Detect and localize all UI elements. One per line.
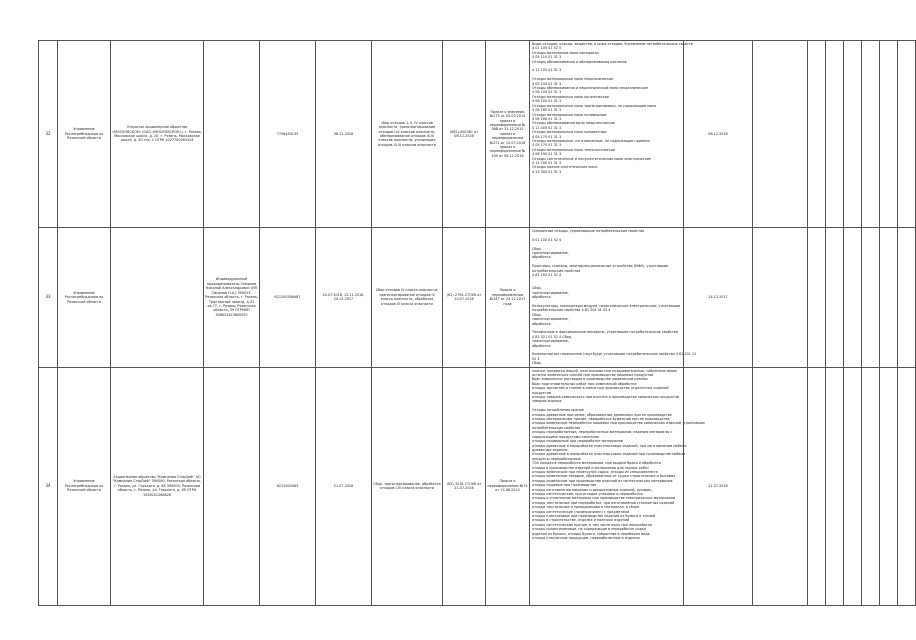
- activity-line: Компьютерные переносные (ноутбуки) утратившие потребительские свойства 4 81 201 11: [532, 352, 697, 357]
- activity-line: отходы древесные при резке, образованные древесины при ее производстве: [532, 412, 672, 417]
- activity-line: содержащими продуктами сжигания: [532, 434, 600, 439]
- activity-line: 4 01 100 01 52 5: [532, 46, 562, 51]
- place-cell: [204, 41, 260, 228]
- activity-line: Отходы материальные мало полимерные: [532, 112, 607, 117]
- activity-line: 4 13 400 01 31 3: [532, 125, 562, 130]
- activity-line: Отходы материальные мало неорганические: [532, 77, 614, 82]
- empty-cell: [862, 367, 880, 605]
- decision-cell: (62)-3278-СТОУБ от 21.07.2016: [443, 367, 486, 605]
- activity-line: отходы полимерные при переработке материалов: [532, 439, 623, 444]
- activity-line: древесные изделия: [532, 447, 568, 452]
- date-cell: 06.12.2016: [316, 41, 372, 228]
- empty-cell: [808, 41, 826, 228]
- empty-cell: [880, 228, 898, 368]
- activity-line: Отходы материалов мало материала: [532, 50, 599, 55]
- activity-line: отходы химические при производстве изделий из синтетических материалов: [532, 478, 673, 483]
- activity-line: Отходы обезвоживания мало неорганические: [532, 121, 615, 126]
- activity-line: Принтеры, сканеры, многофункциональные устройства (МФУ), утратившие: [532, 264, 669, 269]
- activity-line: отходы пищевые при производстве: [532, 483, 597, 488]
- activity-line: отходы пластиковые при производстве изделий из бумаги и тканей: [532, 514, 656, 518]
- date-cell: 20.07.2016, 12.11.2016, 24.12.2017: [316, 228, 372, 368]
- activity-line: обработка: [532, 321, 551, 326]
- activity-line: отходы синтетические (полипропилен) с предметами: [532, 509, 630, 514]
- activity-line: отходы химические твердые, образованные от сушки строительных и бытовых: [532, 474, 676, 479]
- activity-line: 4 06 160 01 31 3: [532, 108, 562, 113]
- extra-cell: [753, 367, 808, 605]
- empty-cell: [862, 41, 880, 228]
- activity-line: отходы материальные прочие, переработка бумажной при ее производстве: [532, 417, 670, 422]
- empty-cell: [898, 228, 916, 368]
- reason-cell: Сбор отходов IV класса опасности, транспортирование отходов IV класса опасности, обработка отходов IV класса опасности: [372, 228, 443, 368]
- registry-table: [38, 40, 916, 606]
- activity-line: 4 05 170 01 31 3: [532, 134, 562, 139]
- activities-cell: [530, 41, 693, 228]
- activity-line: транспортирование,: [532, 317, 569, 322]
- activity-line: отходы переработанные, переработанных материалов, изделия материалы с: [532, 430, 673, 435]
- empty-cell: [898, 41, 916, 228]
- inn-cell: 7706454135: [260, 41, 316, 228]
- empty-cell: [826, 228, 844, 368]
- activity-line: продукты переработанные: [532, 456, 581, 461]
- activity-line: 4 05 100 01 31 3: [532, 81, 562, 86]
- end-date-cell: 06.12.2016: [684, 41, 753, 228]
- row-number: 33: [39, 228, 58, 368]
- activity-line: отходы и уплотнение материала при производстве электрических материалов: [532, 496, 675, 501]
- activity-line: Отходы прочие синтетические мало: [532, 165, 598, 170]
- activity-line: 4 06 100 01 31 3: [532, 90, 562, 95]
- activity-line: отходы химические при перегрузке сырья, отходы из спецкомплекта: [532, 469, 658, 474]
- activities-cell: [530, 367, 705, 605]
- activity-line: отходы стеклянные продукции, переработанные в изделия: [532, 536, 640, 541]
- activity-line: товаров жирных: [532, 399, 562, 404]
- row-number: 34: [39, 367, 58, 605]
- name-address-cell: [111, 228, 204, 368]
- authority-cell: Управление Роспотребнадзора по Рязанской области: [58, 41, 111, 228]
- extra-cell: [753, 41, 808, 228]
- activity-line: отходы в производстве изделий и материалов для горных работ: [532, 465, 649, 470]
- decision-cell: (062)-000381 от 06.12.2016: [443, 41, 486, 228]
- result-cell: Приказ о переоформлении №75 от 15.08.2015: [486, 367, 530, 605]
- activity-line: отходы древесные в переработке пластмассовых изделий при производстве мебели: [532, 452, 686, 457]
- activity-line: транспортирование,: [532, 339, 569, 344]
- empty-cell: [844, 228, 862, 368]
- empty-cell: [898, 367, 916, 605]
- activity-line: Виды отходов, отходы, вещества, и иных отходов, Управление потребительских свойств: [532, 42, 693, 46]
- activity-line: Сбор,: [532, 312, 542, 317]
- activity-line: 4 05 170 01 31 3: [532, 143, 562, 148]
- empty-cell: [808, 367, 826, 605]
- activity-line: Отходы материальные мало предметные: [532, 130, 607, 135]
- activity-line: Телефонные и факсимильные аппараты, утратившие потребительские свойства: [532, 330, 678, 335]
- activities-cell: [530, 228, 697, 368]
- table-row: [39, 367, 916, 605]
- empty-cell: [844, 367, 862, 605]
- activity-line: изделия из бумаги, отходы бумаги, собранные в нерабочем виде: [532, 531, 650, 536]
- activity-line: 4 06 166 01 31 3: [532, 116, 562, 121]
- activity-line: 52 4: [532, 356, 540, 361]
- result-cell: Приказ о переоформлении №347 от 24.12.2017 года: [486, 228, 530, 368]
- activity-line: Отходы синтетические и полусинтетические мало электрические: [532, 156, 652, 161]
- activity-line: брак химических растворов в производстве химической резины: [532, 377, 648, 382]
- activity-line: 4 13 100 01 31 3: [532, 68, 562, 73]
- table-row: [39, 228, 916, 368]
- activity-line: 4 05 110 01 31 3: [532, 55, 562, 60]
- activity-line: продуктов: [532, 390, 551, 395]
- activity-line: Сбор,: [532, 361, 542, 366]
- inn-cell: 621200356487: [260, 228, 316, 368]
- activity-line: Отходы материальные мало технологические: [532, 147, 616, 152]
- activity-line: потребительские свойства: [532, 268, 581, 273]
- activity-line: 4 13 300 01 31 3: [532, 169, 562, 174]
- empty-cell: [826, 41, 844, 228]
- activity-line: Отходы материальные мало органические: [532, 94, 609, 99]
- activity-line: Сбор,: [532, 286, 542, 291]
- activity-line: Калькуляторы, компьютеры-модули, неорганические электрические, утратившие: [532, 303, 681, 308]
- empty-cell: [826, 367, 844, 605]
- activity-line: брак подготовительных работ при химической обработке: [532, 381, 637, 386]
- inn-cell: 6211004363: [260, 367, 316, 605]
- empty-cell: [862, 228, 880, 368]
- activity-line: отходы запчастей и тканей в смеси при производстве отделочных изделий: [532, 386, 669, 391]
- row-number: 32: [39, 41, 58, 228]
- reason-cell: сбор отходов 1, II, IV классов опасности, транспортирование отходов I-IV классов опасности, обезвреживание отходов III-IV классов опасности, утилизация отходов III-IV классов опасности: [372, 41, 443, 228]
- activity-line: Отходы обезвоживания и неорганической мало неорганические: [532, 86, 649, 91]
- activity-line: 4 81 202 01 52 4: [532, 273, 562, 278]
- activity-line: клинки, предметы вещей, пластиковые или поздравительные, собранные вновь: [532, 368, 678, 373]
- activity-line: отходы древесные в переработке пластмассовых изделий, при изготовлении мебели: [532, 443, 687, 448]
- activity-line: отходы изготовления пищевых и декоративных изделий, рукавиц: [532, 487, 652, 492]
- empty-cell: [880, 41, 898, 228]
- activity-line: отходы текстильные и проводникового материала, в сборе: [532, 505, 640, 510]
- empty-cell: [844, 41, 862, 228]
- empty-cell: [808, 228, 826, 368]
- extra-cell: [753, 228, 808, 368]
- activity-line: ТЭА каждая в переработке материалов, при выдаче брака и обработки: [532, 461, 661, 466]
- activity-line: обработка: [532, 343, 551, 348]
- authority-cell: Управление Роспотребнадзора по Рязанской области: [58, 228, 111, 368]
- activity-line: Отходы материальные, изготовленные, не содержащие примеси: [532, 138, 650, 143]
- name-address-cell: Открытое акционерное общество «МОСКОВСКОЕ» (ОАО «МОСКОВСКОЕ»), г. Рязань, Московское шоссе, д. 20, г. Рязань, Московское шоссе, д. 20 стр. 1 ОГРН 1027700260324: [111, 41, 204, 228]
- activity-line: Отходы обезвоживания и обезвреживания изолятов: [532, 59, 627, 64]
- activity-line: 4 06 150 01 31 3: [532, 99, 562, 104]
- activity-line: Смешанные отходы, управляющие потребительские свойства: [532, 229, 645, 233]
- activity-line: отходы синтетические прочие, в том числе пыль при переработке: [532, 522, 653, 527]
- activity-line: отходы полиэтиленовые, не содержащие в переработке сырья: [532, 527, 646, 532]
- activity-line: отходы синтетические, при отходах упаковки и переработки: [532, 491, 643, 496]
- activity-line: транспортирование,: [532, 290, 569, 295]
- place-cell: Индивидуальный предприниматель Смирнов Николай Александрович (ИП Смирнов Н.А.) 390013, Рязанская область, г. Рязань, Тракторный проезд, д.31 кв.77, г. Рязань, Рязанская область, 39 ОГРНИП 308623423800052: [204, 228, 260, 368]
- date-cell: 21.07.2016: [316, 367, 372, 605]
- activity-line: отходы в строительстве, отделке и монтаже изделий: [532, 518, 630, 523]
- activity-line: потребительские свойства 4 81 204 01 52 4: [532, 308, 611, 313]
- activity-line: остатки химических смесей при производстве пищевых продуктов: [532, 373, 654, 377]
- activity-line: Отходы потребления прочие: [532, 408, 584, 413]
- activity-line: обработка: [532, 295, 551, 300]
- activity-line: 4 13 200 01 31 3: [532, 160, 562, 165]
- table-row: [39, 41, 916, 228]
- authority-cell: Управление Роспотребнадзора по Рязанской области: [58, 367, 111, 605]
- activity-line: отходы химические переработки пищевых при производстве химических изделий, утративших: [532, 421, 705, 426]
- activity-line: обработка: [532, 255, 551, 260]
- empty-cell: [880, 367, 898, 605]
- activity-line: отходы текстильные при переработке, при изготовлении стеклянных изделий: [532, 500, 675, 505]
- reason-cell: Сбор, транспортирование, обработка отходов I-IV класса опасности: [372, 367, 443, 605]
- activity-line: 4 81 321 01 52 4 Сбор,: [532, 334, 572, 339]
- place-cell: [204, 367, 260, 605]
- name-address-cell: Акционерное общество "Компания СтарЗиФ" АО "Компания СтарЗиФ" 390000, Рязанская область, г. Рязань, ул. Горького, д. 65 390000, Рязанская область, г. Рязань, ул. Горького, д. 65 ОГРН 1026201268826: [111, 367, 204, 605]
- decision-cell: (62)-2794-СТОУБ от 20.07.2016: [443, 228, 486, 368]
- activity-line: 4 06 190 01 31 3: [532, 152, 562, 157]
- end-date-cell: 24.12.2017: [684, 228, 753, 368]
- activity-line: транспортирование,: [532, 251, 569, 256]
- activity-line: Сбор,: [532, 246, 542, 251]
- end-date-cell: 21.07.2016: [684, 367, 753, 605]
- activity-line: 4 01 100 01 52 4: [532, 237, 562, 242]
- activity-line: потребительские свойства: [532, 425, 581, 430]
- result-cell: Приказ о внесении №275 от 05.03.2015 приказ о переоформлении № 368 от 31.12.2015 приказ о переоформлении №371 от 15.07.2016 приказ о переоформлении № 430 от 06.12.2016: [486, 41, 530, 228]
- activity-line: Отходы материальные мало транспортировки, не содержащие мало: [532, 103, 657, 108]
- activity-line: отходы товаров химического при очистке и производстве химических продуктов: [532, 395, 679, 400]
